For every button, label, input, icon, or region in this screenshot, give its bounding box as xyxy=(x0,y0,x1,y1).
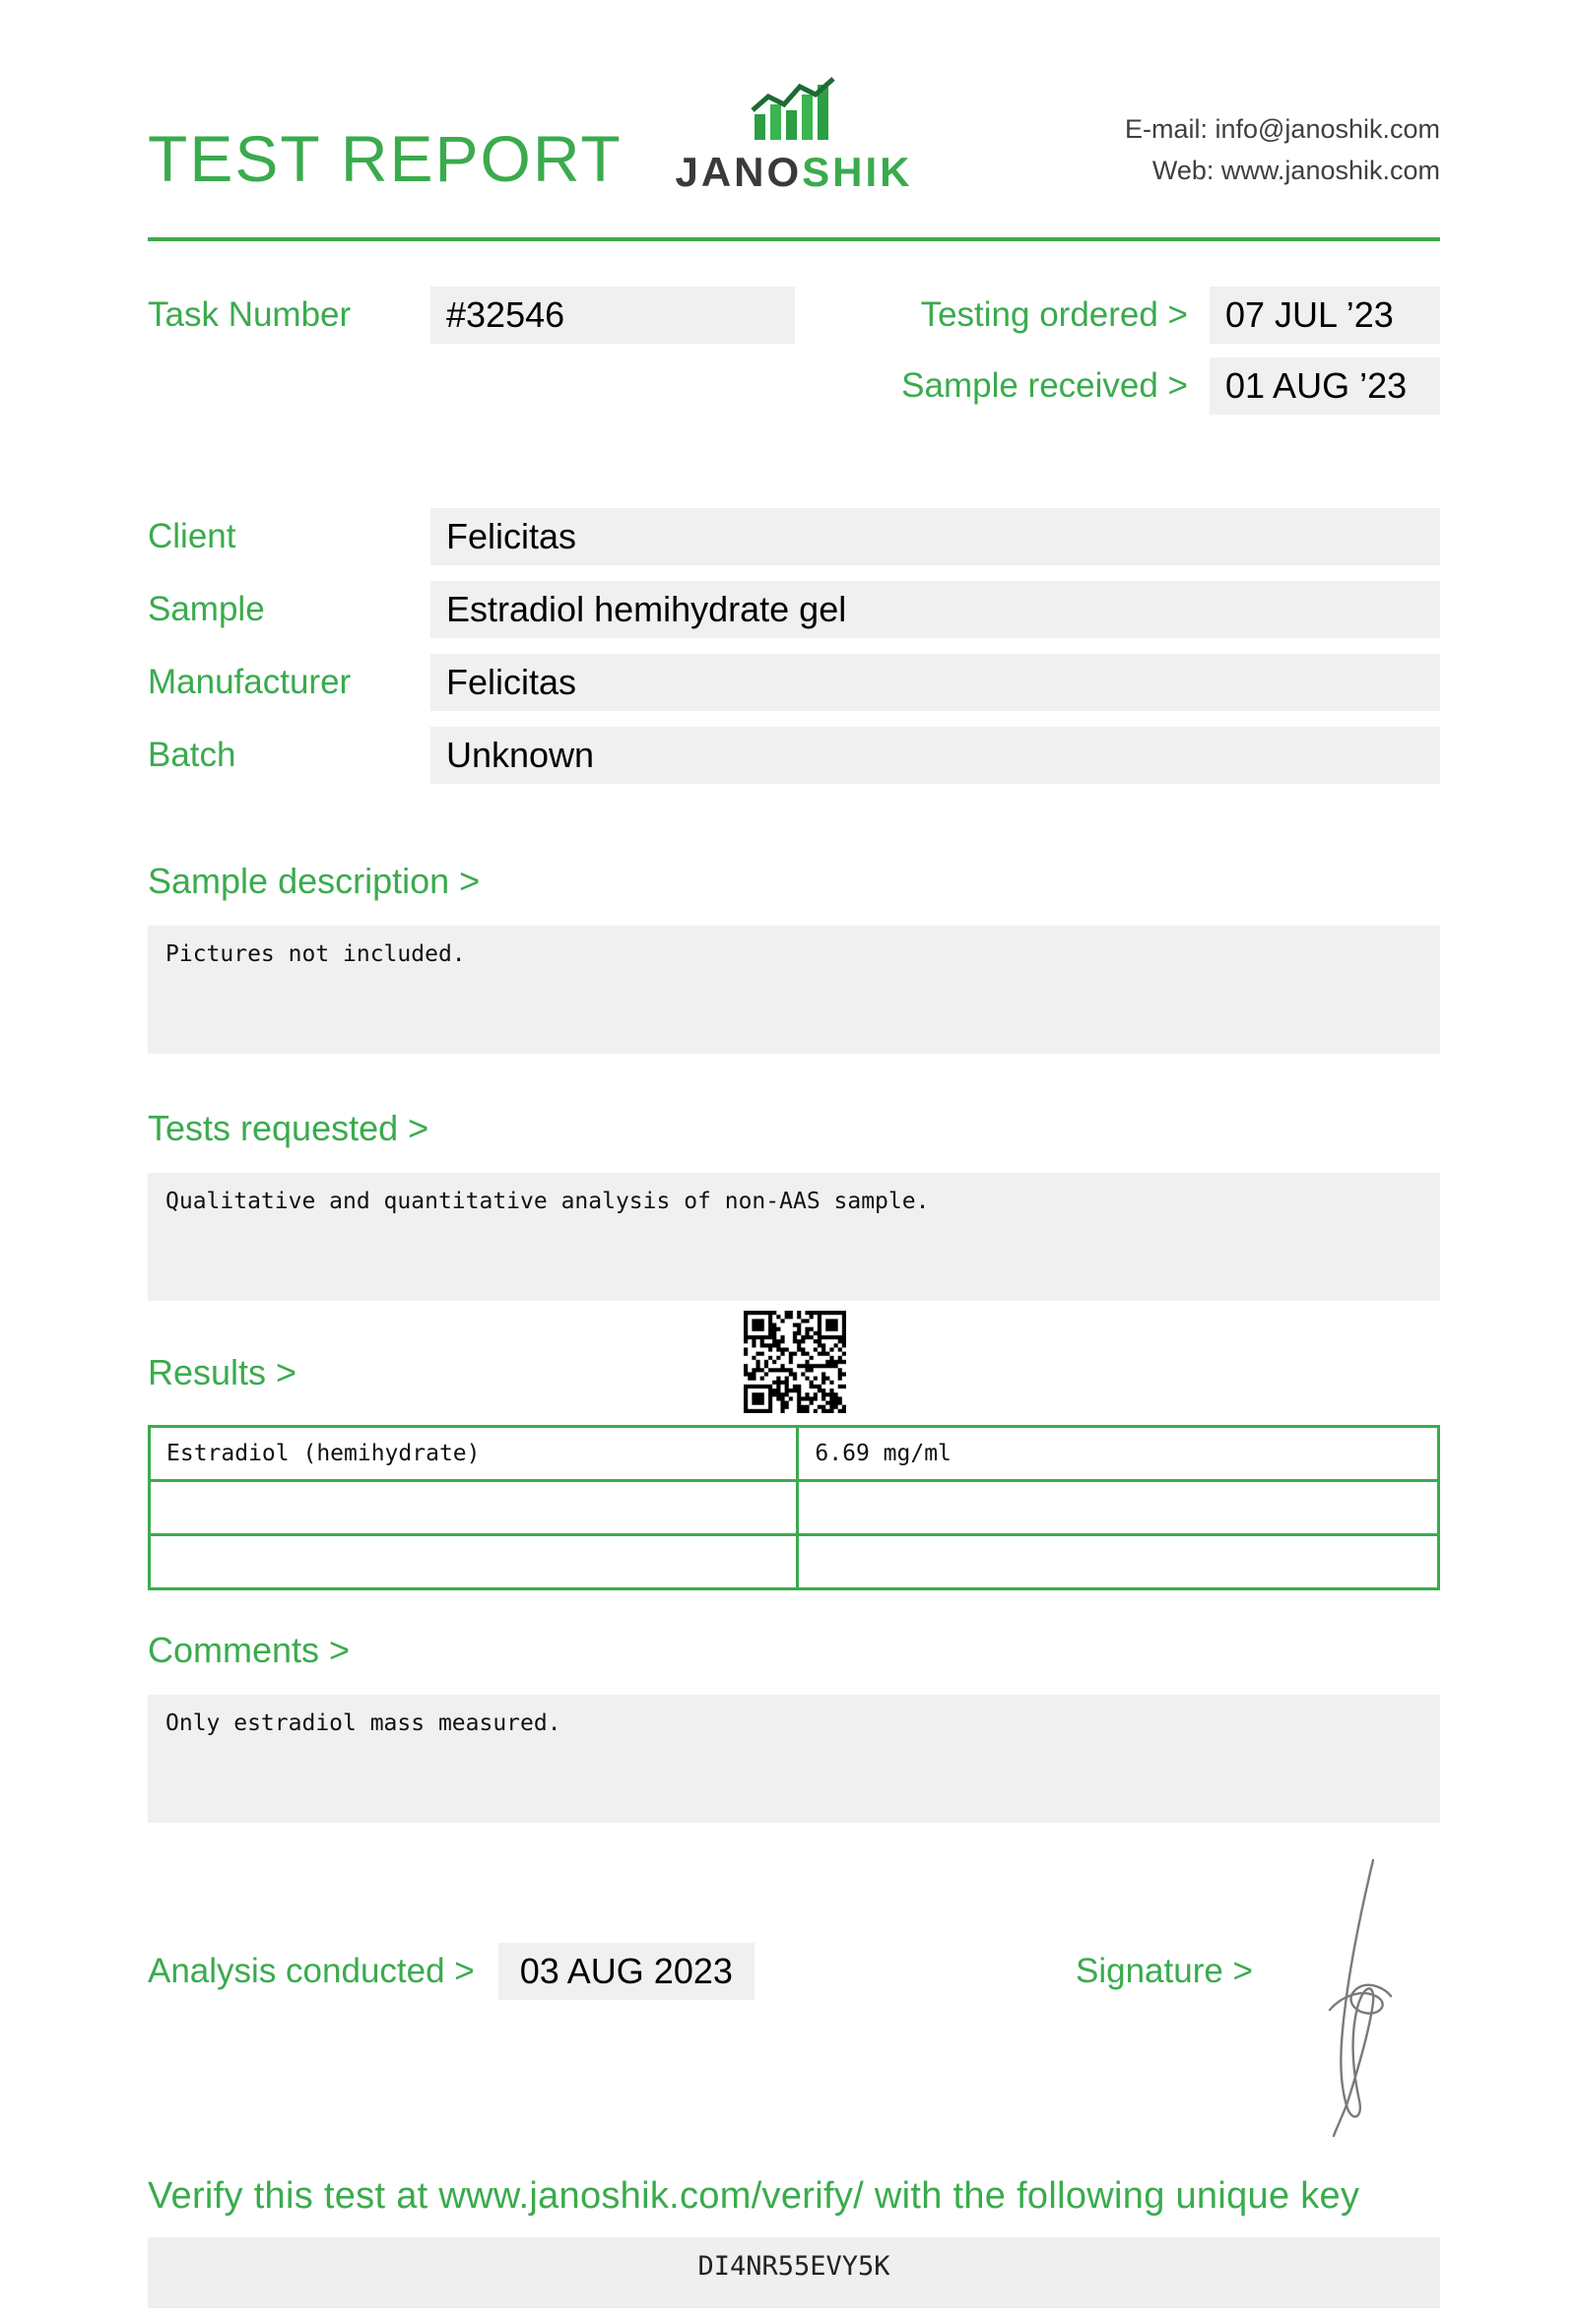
comments-box: Only estradiol mass measured. xyxy=(148,1695,1440,1823)
task-number-label: Task Number xyxy=(148,295,352,334)
sample-received-value: 01 AUG ’23 xyxy=(1210,357,1440,415)
header-divider xyxy=(148,237,1440,241)
batch-label: Batch xyxy=(148,736,236,774)
sample-description-heading: Sample description > xyxy=(148,861,481,901)
results-header xyxy=(148,1352,1440,1393)
logo-jano: JANO xyxy=(675,149,803,195)
result-analyte xyxy=(150,1535,798,1589)
sample-description-box: Pictures not included. xyxy=(148,926,1440,1054)
analysis-conducted-value: 03 AUG 2023 xyxy=(498,1943,755,2000)
task-number-value: #32546 xyxy=(430,287,795,344)
sample-value: Estradiol hemihydrate gel xyxy=(430,581,1440,638)
unique-key: DI4NR55EVY5K xyxy=(148,2237,1440,2308)
batch-value: Unknown xyxy=(430,727,1440,784)
qr-code xyxy=(744,1311,846,1413)
client-row xyxy=(148,508,1440,565)
table-row xyxy=(150,1535,1439,1589)
results-heading: Results > xyxy=(148,1352,297,1392)
sample-info-fields xyxy=(148,508,1440,784)
result-value: 6.69 mg/ml xyxy=(798,1427,1439,1481)
page-title: TEST REPORT xyxy=(148,122,623,195)
manufacturer-row xyxy=(148,654,1440,711)
testing-ordered-value: 07 JUL ’23 xyxy=(1210,287,1440,344)
janoshik-logo xyxy=(675,77,912,196)
web-address: www.janoshik.com xyxy=(1220,156,1440,186)
result-analyte xyxy=(150,1481,798,1535)
tests-requested-heading: Tests requested > xyxy=(148,1108,429,1148)
client-value: Felicitas xyxy=(430,508,1440,565)
result-value xyxy=(798,1535,1439,1589)
manufacturer-value: Felicitas xyxy=(430,654,1440,711)
analysis-signature-row xyxy=(148,1943,1440,2000)
verify-message: Verify this test at www.janoshik.com/verify/ with the following unique key xyxy=(148,2175,1360,2217)
report-header xyxy=(148,0,1440,196)
sample-received-label: Sample received > xyxy=(901,366,1188,405)
client-label: Client xyxy=(148,517,236,555)
analysis-conducted-label: Analysis conducted > xyxy=(148,1952,475,1990)
sample-label: Sample xyxy=(148,590,265,628)
contact-web: Web: www.janoshik.com xyxy=(1151,156,1440,186)
dates-block xyxy=(901,287,1440,415)
task-dates-row xyxy=(148,287,1440,415)
sample-received-row xyxy=(901,357,1440,415)
result-analyte: Estradiol (hemihydrate) xyxy=(150,1427,798,1481)
tests-requested-box: Qualitative and quantitative analysis of non-AAS sample. xyxy=(148,1173,1440,1301)
result-value xyxy=(798,1481,1439,1535)
testing-ordered-row xyxy=(901,287,1440,344)
email-address: info@janoshik.com xyxy=(1215,114,1440,145)
batch-row xyxy=(148,727,1440,784)
table-row xyxy=(150,1481,1439,1535)
logo-shik: SHIK xyxy=(802,149,913,195)
table-row xyxy=(150,1427,1439,1481)
contact-email: E-mail: info@janoshik.com xyxy=(1124,114,1440,145)
comments-heading: Comments > xyxy=(148,1630,351,1670)
signature-image xyxy=(1290,1854,1418,2145)
logo-wordmark xyxy=(675,149,912,196)
signature-label: Signature > xyxy=(1076,1952,1253,1990)
logo-chart-icon xyxy=(747,77,841,145)
manufacturer-label: Manufacturer xyxy=(148,663,352,701)
testing-ordered-label: Testing ordered > xyxy=(920,295,1188,334)
contact-block xyxy=(913,109,1440,196)
sample-row xyxy=(148,581,1440,638)
results-table xyxy=(148,1425,1440,1590)
